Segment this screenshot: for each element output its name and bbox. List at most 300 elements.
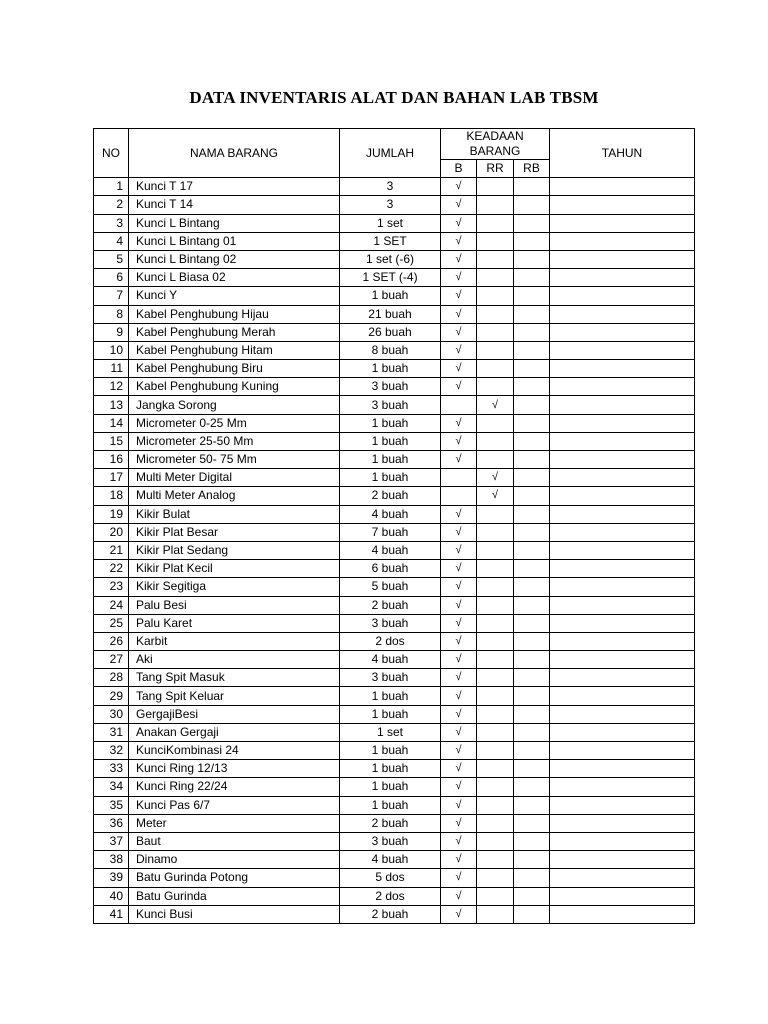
item-year (550, 323, 695, 341)
item-quantity: 2 dos (340, 887, 441, 905)
table-row (94, 541, 695, 559)
row-number: 17 (94, 469, 129, 487)
item-name: Kabel Penghubung Kuning (129, 378, 340, 396)
item-quantity: 21 buah (340, 305, 441, 323)
condition-b-mark: √ (441, 851, 477, 869)
condition-rb-mark (514, 196, 550, 214)
condition-rr-mark (477, 414, 514, 432)
item-year (550, 742, 695, 760)
item-name: Kunci Ring 22/24 (129, 778, 340, 796)
item-quantity: 4 buah (340, 651, 441, 669)
condition-b-mark: √ (441, 360, 477, 378)
condition-rr-mark (477, 214, 514, 232)
condition-rr-mark (477, 541, 514, 559)
item-name: Kunci Y (129, 287, 340, 305)
condition-b-mark: √ (441, 269, 477, 287)
header-b: B (441, 160, 477, 178)
item-name: GergajiBesi (129, 705, 340, 723)
item-name: Kikir Bulat (129, 505, 340, 523)
condition-b-mark: √ (441, 651, 477, 669)
row-number: 5 (94, 250, 129, 268)
condition-rb-mark (514, 232, 550, 250)
item-name: Kabel Penghubung Hitam (129, 341, 340, 359)
condition-b-mark: √ (441, 305, 477, 323)
condition-rb-mark (514, 341, 550, 359)
header-keadaan (441, 129, 550, 160)
item-quantity: 2 buah (340, 596, 441, 614)
condition-rb-mark (514, 705, 550, 723)
item-name: Multi Meter Analog (129, 487, 340, 505)
row-number: 14 (94, 414, 129, 432)
item-quantity: 26 buah (340, 323, 441, 341)
item-quantity: 1 SET (-4) (340, 269, 441, 287)
item-quantity: 1 buah (340, 287, 441, 305)
row-number: 8 (94, 305, 129, 323)
item-name: Kikir Plat Besar (129, 523, 340, 541)
item-quantity: 3 buah (340, 396, 441, 414)
condition-rb-mark (514, 505, 550, 523)
condition-b-mark (441, 469, 477, 487)
item-quantity: 2 dos (340, 632, 441, 650)
condition-rb-mark (514, 323, 550, 341)
table-row (94, 414, 695, 432)
condition-b-mark: √ (441, 614, 477, 632)
item-name: KunciKombinasi 24 (129, 742, 340, 760)
item-quantity: 1 set (340, 214, 441, 232)
condition-b-mark (441, 487, 477, 505)
condition-rb-mark (514, 396, 550, 414)
condition-b-mark: √ (441, 832, 477, 850)
row-number: 39 (94, 869, 129, 887)
row-number: 9 (94, 323, 129, 341)
item-name: Meter (129, 814, 340, 832)
condition-rr-mark (477, 669, 514, 687)
condition-rr-mark (477, 578, 514, 596)
row-number: 12 (94, 378, 129, 396)
table-row (94, 669, 695, 687)
table-row (94, 905, 695, 923)
item-quantity: 1 buah (340, 705, 441, 723)
table-row (94, 687, 695, 705)
item-year (550, 651, 695, 669)
item-quantity: 1 buah (340, 469, 441, 487)
condition-rb-mark (514, 760, 550, 778)
item-quantity: 3 (340, 196, 441, 214)
condition-b-mark: √ (441, 723, 477, 741)
condition-b-mark: √ (441, 378, 477, 396)
condition-rr-mark (477, 360, 514, 378)
item-year (550, 269, 695, 287)
row-number: 11 (94, 360, 129, 378)
item-name: Aki (129, 651, 340, 669)
table-row (94, 396, 695, 414)
item-quantity: 7 buah (340, 523, 441, 541)
row-number: 32 (94, 742, 129, 760)
inventory-table (93, 128, 695, 924)
item-quantity: 1 set (340, 723, 441, 741)
condition-b-mark (441, 396, 477, 414)
condition-rr-mark (477, 742, 514, 760)
item-name: Kunci L Bintang 02 (129, 250, 340, 268)
condition-b-mark: √ (441, 560, 477, 578)
item-name: Tang Spit Masuk (129, 669, 340, 687)
item-name: Jangka Sorong (129, 396, 340, 414)
condition-rr-mark (477, 869, 514, 887)
condition-rr-mark (477, 760, 514, 778)
header-rr: RR (477, 160, 514, 178)
item-year (550, 214, 695, 232)
row-number: 18 (94, 487, 129, 505)
condition-b-mark: √ (441, 451, 477, 469)
condition-rr-mark (477, 705, 514, 723)
condition-rb-mark (514, 178, 550, 196)
condition-b-mark: √ (441, 760, 477, 778)
item-quantity: 1 buah (340, 451, 441, 469)
condition-rb-mark (514, 687, 550, 705)
table-row (94, 651, 695, 669)
table-row (94, 378, 695, 396)
condition-rb-mark (514, 269, 550, 287)
item-year (550, 669, 695, 687)
condition-rb-mark (514, 596, 550, 614)
condition-rb-mark (514, 214, 550, 232)
item-year (550, 778, 695, 796)
condition-rb-mark (514, 832, 550, 850)
table-row (94, 250, 695, 268)
item-year (550, 341, 695, 359)
item-quantity: 3 (340, 178, 441, 196)
condition-rb-mark (514, 378, 550, 396)
condition-rr-mark (477, 632, 514, 650)
row-number: 6 (94, 269, 129, 287)
condition-rr-mark (477, 723, 514, 741)
item-name: Kikir Segitiga (129, 578, 340, 596)
condition-rr-mark: √ (477, 487, 514, 505)
item-year (550, 832, 695, 850)
condition-rr-mark (477, 778, 514, 796)
row-number: 27 (94, 651, 129, 669)
row-number: 15 (94, 432, 129, 450)
item-name: Batu Gurinda (129, 887, 340, 905)
table-row (94, 505, 695, 523)
table-row (94, 487, 695, 505)
condition-rb-mark (514, 578, 550, 596)
row-number: 4 (94, 232, 129, 250)
table-row (94, 723, 695, 741)
condition-rr-mark (477, 651, 514, 669)
condition-rr-mark (477, 505, 514, 523)
condition-b-mark: √ (441, 287, 477, 305)
item-quantity: 3 buah (340, 832, 441, 850)
condition-rr-mark (477, 305, 514, 323)
condition-rr-mark (477, 887, 514, 905)
table-row (94, 451, 695, 469)
table-row (94, 214, 695, 232)
table-row (94, 341, 695, 359)
table-row (94, 742, 695, 760)
condition-rb-mark (514, 614, 550, 632)
condition-b-mark: √ (441, 250, 477, 268)
condition-rr-mark (477, 323, 514, 341)
table-row (94, 632, 695, 650)
table-row (94, 814, 695, 832)
item-name: Multi Meter Digital (129, 469, 340, 487)
condition-b-mark: √ (441, 796, 477, 814)
item-name: Baut (129, 832, 340, 850)
item-quantity: 3 buah (340, 378, 441, 396)
row-number: 13 (94, 396, 129, 414)
item-name: Palu Besi (129, 596, 340, 614)
condition-rb-mark (514, 742, 550, 760)
header-jumlah: JUMLAH (340, 129, 441, 178)
row-number: 40 (94, 887, 129, 905)
condition-rb-mark (514, 305, 550, 323)
header-rb: RB (514, 160, 550, 178)
item-quantity: 3 buah (340, 669, 441, 687)
row-number: 31 (94, 723, 129, 741)
item-quantity: 1 buah (340, 432, 441, 450)
item-name: Kunci L Bintang 01 (129, 232, 340, 250)
item-year (550, 232, 695, 250)
item-name: Kabel Penghubung Merah (129, 323, 340, 341)
table-row (94, 232, 695, 250)
item-quantity: 4 buah (340, 505, 441, 523)
header-keadaan-label: KEADAAN BARANG (466, 129, 524, 158)
table-row (94, 269, 695, 287)
item-name: Anakan Gergaji (129, 723, 340, 741)
condition-rb-mark (514, 905, 550, 923)
item-year (550, 814, 695, 832)
row-number: 21 (94, 541, 129, 559)
table-row (94, 887, 695, 905)
table-row (94, 560, 695, 578)
condition-rr-mark (477, 832, 514, 850)
table-row (94, 523, 695, 541)
condition-b-mark: √ (441, 669, 477, 687)
item-year (550, 487, 695, 505)
item-year (550, 414, 695, 432)
condition-b-mark: √ (441, 869, 477, 887)
item-year (550, 560, 695, 578)
table-row (94, 578, 695, 596)
item-name: Kunci Pas 6/7 (129, 796, 340, 814)
item-quantity: 2 buah (340, 487, 441, 505)
condition-rb-mark (514, 723, 550, 741)
condition-rr-mark (477, 814, 514, 832)
item-quantity: 2 buah (340, 814, 441, 832)
condition-rb-mark (514, 360, 550, 378)
condition-rr-mark (477, 341, 514, 359)
condition-rr-mark (477, 196, 514, 214)
row-number: 23 (94, 578, 129, 596)
condition-b-mark: √ (441, 505, 477, 523)
item-name: Kabel Penghubung Biru (129, 360, 340, 378)
item-name: Kunci L Bintang (129, 214, 340, 232)
item-name: Kunci Busi (129, 905, 340, 923)
condition-b-mark: √ (441, 323, 477, 341)
condition-rb-mark (514, 851, 550, 869)
condition-rb-mark (514, 651, 550, 669)
page-title: DATA INVENTARIS ALAT DAN BAHAN LAB TBSM (189, 88, 599, 107)
condition-rb-mark (514, 414, 550, 432)
item-name: Micrometer 25-50 Mm (129, 432, 340, 450)
condition-rr-mark (477, 232, 514, 250)
item-name: Karbit (129, 632, 340, 650)
row-number: 20 (94, 523, 129, 541)
table-row (94, 705, 695, 723)
table-row (94, 796, 695, 814)
item-year (550, 578, 695, 596)
row-number: 29 (94, 687, 129, 705)
condition-b-mark: √ (441, 178, 477, 196)
condition-rb-mark (514, 523, 550, 541)
item-year (550, 796, 695, 814)
item-year (550, 196, 695, 214)
table-row (94, 305, 695, 323)
header-row (94, 129, 695, 160)
item-name: Kunci Ring 12/13 (129, 760, 340, 778)
condition-b-mark: √ (441, 814, 477, 832)
condition-b-mark: √ (441, 778, 477, 796)
row-number: 22 (94, 560, 129, 578)
item-year (550, 851, 695, 869)
condition-rb-mark (514, 778, 550, 796)
condition-b-mark: √ (441, 596, 477, 614)
item-year (550, 705, 695, 723)
item-name: Batu Gurinda Potong (129, 869, 340, 887)
item-name: Kikir Plat Sedang (129, 541, 340, 559)
condition-rr-mark (477, 614, 514, 632)
row-number: 16 (94, 451, 129, 469)
item-quantity: 1 SET (340, 232, 441, 250)
table-row (94, 196, 695, 214)
condition-rb-mark (514, 869, 550, 887)
item-quantity: 4 buah (340, 541, 441, 559)
condition-b-mark: √ (441, 232, 477, 250)
header-nama-barang: NAMA BARANG (129, 129, 340, 178)
item-quantity: 1 buah (340, 687, 441, 705)
condition-b-mark: √ (441, 214, 477, 232)
item-year (550, 887, 695, 905)
item-quantity: 1 set (-6) (340, 250, 441, 268)
table-row (94, 832, 695, 850)
row-number: 28 (94, 669, 129, 687)
header-no: NO (94, 129, 129, 178)
condition-rb-mark (514, 487, 550, 505)
condition-b-mark: √ (441, 523, 477, 541)
table-row (94, 178, 695, 196)
table-row (94, 851, 695, 869)
row-number: 36 (94, 814, 129, 832)
item-quantity: 4 buah (340, 851, 441, 869)
row-number: 26 (94, 632, 129, 650)
item-name: Kabel Penghubung Hijau (129, 305, 340, 323)
condition-b-mark: √ (441, 414, 477, 432)
condition-rr-mark: √ (477, 396, 514, 414)
condition-rr-mark (477, 178, 514, 196)
item-year (550, 687, 695, 705)
row-number: 38 (94, 851, 129, 869)
table-row (94, 287, 695, 305)
row-number: 41 (94, 905, 129, 923)
condition-b-mark: √ (441, 687, 477, 705)
table-row (94, 596, 695, 614)
table-row (94, 869, 695, 887)
row-number: 34 (94, 778, 129, 796)
condition-rr-mark (477, 287, 514, 305)
condition-rb-mark (514, 814, 550, 832)
condition-b-mark: √ (441, 632, 477, 650)
item-year (550, 541, 695, 559)
condition-rb-mark (514, 432, 550, 450)
condition-rr-mark (477, 596, 514, 614)
item-year (550, 396, 695, 414)
item-year (550, 360, 695, 378)
row-number: 37 (94, 832, 129, 850)
item-quantity: 1 buah (340, 414, 441, 432)
row-number: 3 (94, 214, 129, 232)
condition-rr-mark (477, 523, 514, 541)
item-quantity: 1 buah (340, 742, 441, 760)
table-row (94, 778, 695, 796)
item-name: Kunci T 14 (129, 196, 340, 214)
item-name: Tang Spit Keluar (129, 687, 340, 705)
condition-rb-mark (514, 669, 550, 687)
condition-rr-mark (477, 796, 514, 814)
condition-rb-mark (514, 287, 550, 305)
item-year (550, 305, 695, 323)
item-year (550, 723, 695, 741)
condition-rr-mark (477, 250, 514, 268)
table-row (94, 323, 695, 341)
item-name: Palu Karet (129, 614, 340, 632)
item-quantity: 5 dos (340, 869, 441, 887)
row-number: 10 (94, 341, 129, 359)
row-number: 35 (94, 796, 129, 814)
table-row (94, 360, 695, 378)
item-year (550, 505, 695, 523)
item-name: Kikir Plat Kecil (129, 560, 340, 578)
condition-b-mark: √ (441, 341, 477, 359)
item-year (550, 523, 695, 541)
condition-b-mark: √ (441, 705, 477, 723)
item-year (550, 432, 695, 450)
condition-b-mark: √ (441, 887, 477, 905)
condition-b-mark: √ (441, 578, 477, 596)
item-name: Kunci T 17 (129, 178, 340, 196)
row-number: 7 (94, 287, 129, 305)
item-quantity: 8 buah (340, 341, 441, 359)
condition-rr-mark (477, 432, 514, 450)
item-name: Kunci L Biasa 02 (129, 269, 340, 287)
item-year (550, 451, 695, 469)
condition-b-mark: √ (441, 196, 477, 214)
item-year (550, 905, 695, 923)
condition-b-mark: √ (441, 432, 477, 450)
inventory-rows (94, 178, 695, 924)
condition-rb-mark (514, 250, 550, 268)
item-year (550, 287, 695, 305)
condition-b-mark: √ (441, 905, 477, 923)
condition-rr-mark (477, 451, 514, 469)
item-quantity: 1 buah (340, 360, 441, 378)
item-quantity: 1 buah (340, 778, 441, 796)
item-name: Micrometer 50- 75 Mm (129, 451, 340, 469)
item-year (550, 760, 695, 778)
condition-rb-mark (514, 632, 550, 650)
condition-rr-mark (477, 851, 514, 869)
item-name: Dinamo (129, 851, 340, 869)
